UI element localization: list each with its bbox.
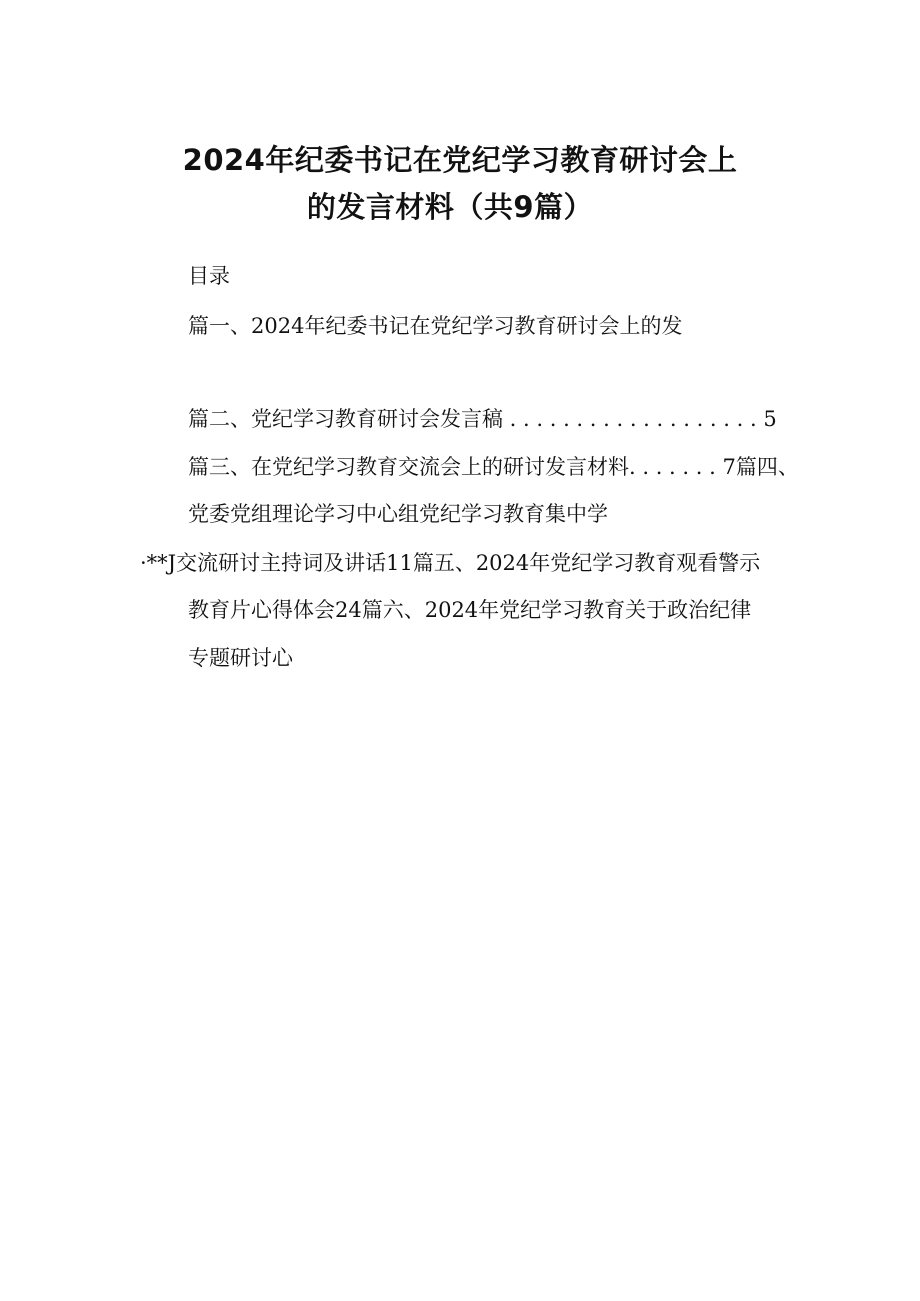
document-title-line-1: 2024年纪委书记在党纪学习教育研讨会上 <box>182 143 738 177</box>
toc-line: 篇二、党纪学习教育研讨会发言稿 . . . . . . . . . . . . . . . . . . . 5 <box>188 407 777 431</box>
toc-line: 篇三、在党纪学习教育交流会上的研讨发言材料. . . . . . . 7篇四、 <box>188 455 799 479</box>
toc-line: 篇一、2024年纪委书记在党纪学习教育研讨会上的发 <box>188 314 683 338</box>
document-title-line-2: 的发言材料（共9篇） <box>306 190 594 224</box>
toc-line: 党委党组理论学习中心组党纪学习教育集中学 <box>188 502 608 526</box>
toc-line: 教育片心得体会24篇六、2024年党纪学习教育关于政治纪律 <box>188 598 752 622</box>
toc-line: ·**J交流研讨主持词及讲话11篇五、2024年党纪学习教育观看警示 <box>140 551 761 575</box>
toc-line: 专题研讨心 <box>188 646 293 670</box>
toc-heading: 目录 <box>188 264 230 288</box>
